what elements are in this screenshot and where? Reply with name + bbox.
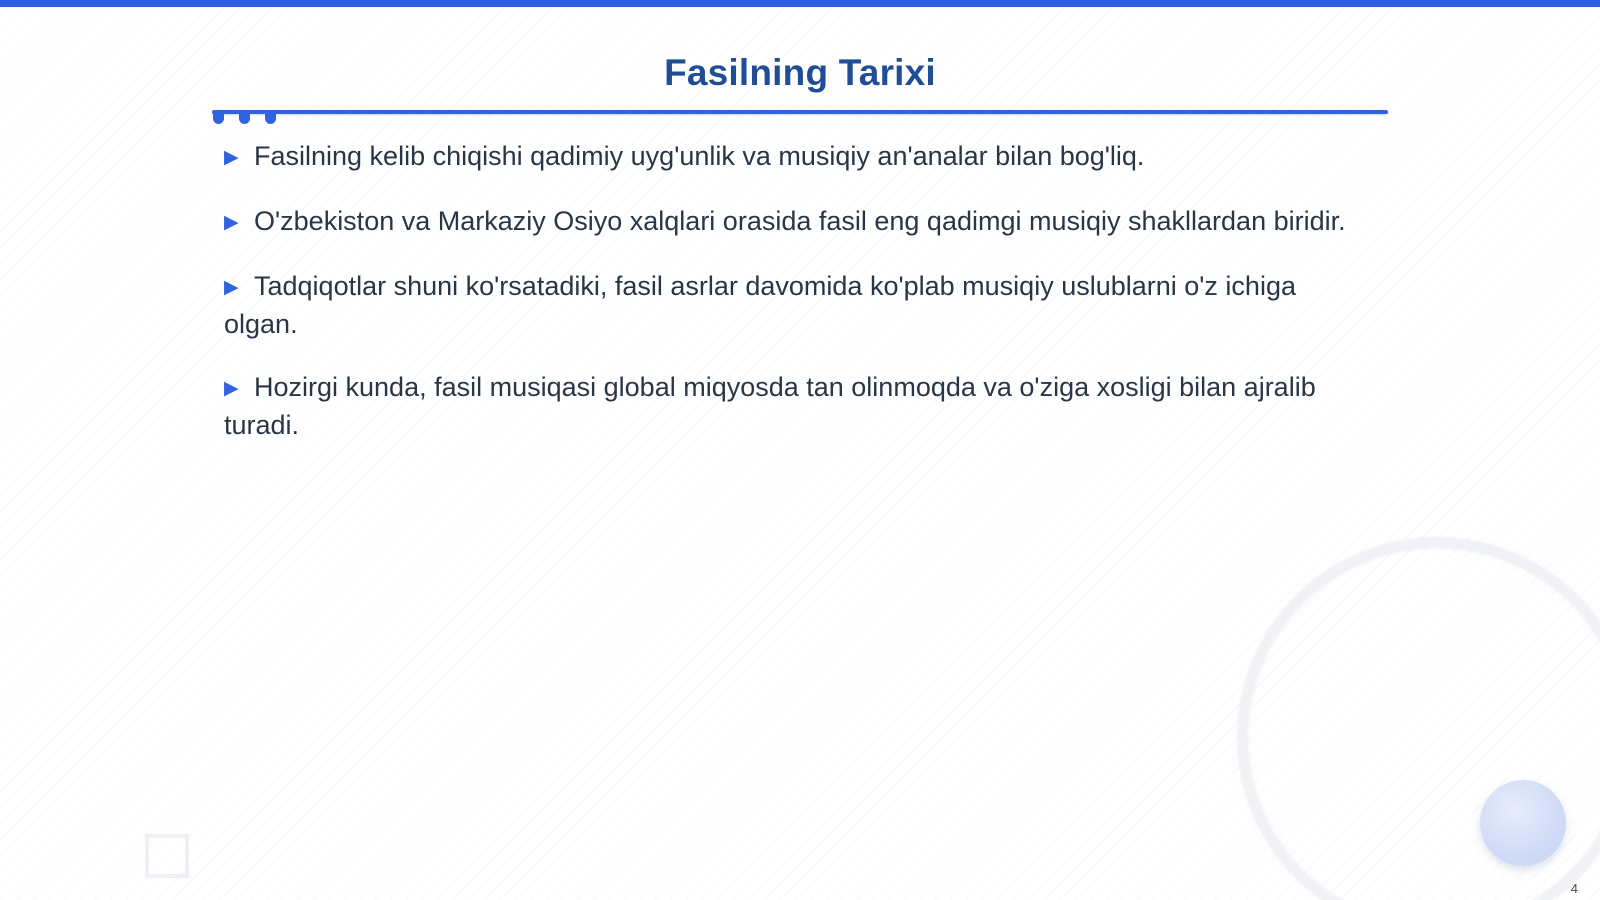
slide-title: Fasilning Tarixi bbox=[664, 52, 936, 93]
top-accent-bar bbox=[0, 0, 1600, 7]
bullet-text: O'zbekiston va Markaziy Osiyo xalqlari orasida fasil eng qadimgi musiqiy shakllardan biridir. bbox=[254, 206, 1346, 236]
triangle-right-icon: ▶ bbox=[224, 147, 239, 168]
decorative-dot bbox=[239, 111, 250, 124]
decorative-blue-circle bbox=[1480, 780, 1566, 866]
page-number: 4 bbox=[1570, 881, 1578, 896]
bullet-text: Fasilning kelib chiqishi qadimiy uyg'unlik va musiqiy an'analar bilan bog'liq. bbox=[254, 141, 1145, 171]
bullet-item bbox=[224, 268, 1374, 342]
title-underline bbox=[212, 110, 1388, 114]
triangle-right-icon: ▶ bbox=[224, 212, 239, 233]
bullet-text: Tadqiqotlar shuni ko'rsatadiki, fasil asrlar davomida ko'plab musiqiy uslublarni o'z ichiga olgan. bbox=[224, 271, 1296, 339]
triangle-right-icon: ▶ bbox=[224, 378, 239, 399]
decorative-dot bbox=[265, 111, 276, 124]
bullet-list bbox=[224, 138, 1374, 470]
decorative-dot bbox=[213, 111, 224, 124]
bullet-item bbox=[224, 138, 1374, 176]
triangle-right-icon: ▶ bbox=[224, 277, 239, 298]
bullet-item bbox=[224, 369, 1374, 443]
decorative-square bbox=[145, 834, 189, 878]
bullet-text: Hozirgi kunda, fasil musiqasi global miqyosda tan olinmoqda va o'ziga xosligi bilan ajralib turadi. bbox=[224, 372, 1316, 440]
bullet-item bbox=[224, 203, 1374, 241]
